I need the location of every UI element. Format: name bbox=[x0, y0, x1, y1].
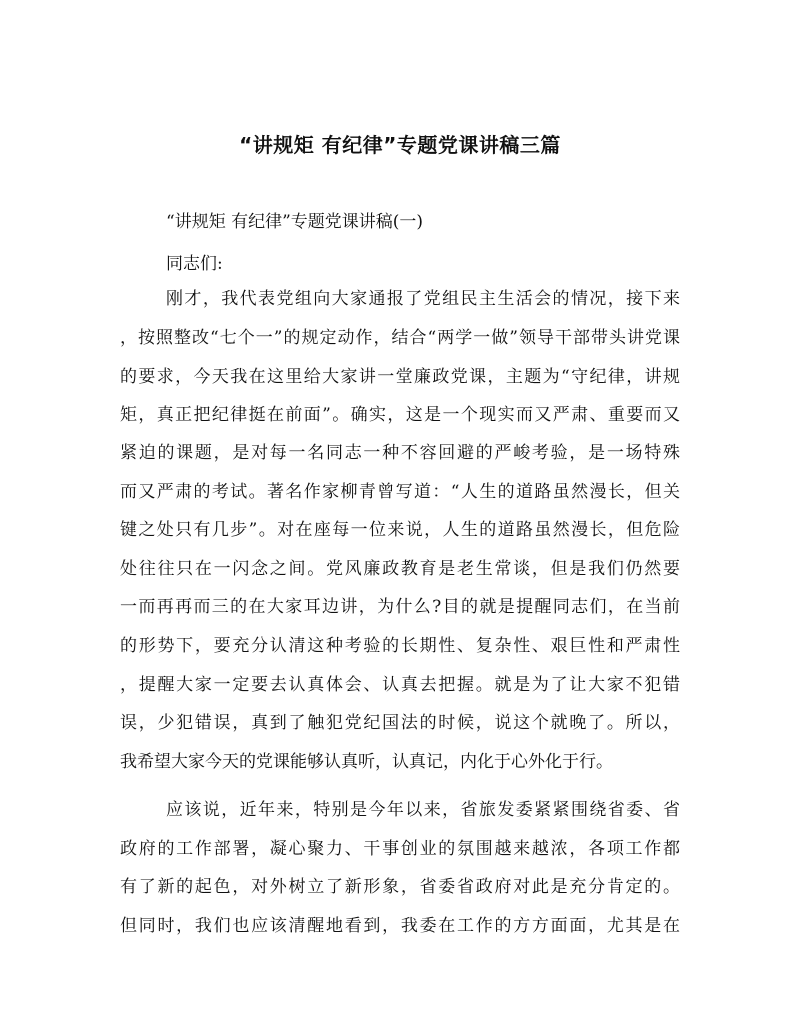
paragraph-2-line: 有了新的起色，对外树立了新形象，省委省政府对此是充分肯定的。 bbox=[120, 877, 680, 897]
paragraph-1-line: 键之处只有几步”。对在座每一位来说，人生的道路虽然漫长，但危险 bbox=[120, 520, 680, 540]
paragraph-1-line: 我希望大家今天的党课能够认真听，认真记，内化于心外化于行。 bbox=[120, 752, 613, 772]
greeting-line: 同志们: bbox=[166, 254, 223, 274]
paragraph-1-line: 的形势下，要充分认清这种考验的长期性、复杂性、艰巨性和严肃性 bbox=[120, 636, 680, 656]
paragraph-1-line: 一而再再而三的在大家耳边讲，为什么?目的就是提醒同志们，在当前 bbox=[120, 597, 680, 617]
paragraph-1-line: 的要求，今天我在这里给大家讲一堂廉政党课，主题为“守纪律，讲规 bbox=[120, 367, 680, 387]
paragraph-1-line: ，按照整改“七个一”的规定动作，结合“两学一做”领导干部带头讲党课 bbox=[120, 328, 680, 348]
paragraph-1-line: 误，少犯错误，真到了触犯党纪国法的时候，说这个就晚了。所以， bbox=[120, 713, 680, 733]
paragraph-2-line: 政府的工作部署，凝心聚力、干事创业的氛围越来越浓，各项工作都 bbox=[120, 839, 680, 859]
section-subtitle: “讲规矩 有纪律”专题党课讲稿(一) bbox=[166, 212, 424, 232]
paragraph-1-line: 处往往只在一闪念之间。党风廉政教育是老生常谈，但是我们仍然要 bbox=[120, 559, 680, 579]
paragraph-1-line: 刚才，我代表党组向大家通报了党组民主生活会的情况，接下来 bbox=[166, 289, 680, 309]
document-title: “讲规矩 有纪律”专题党课讲稿三篇 bbox=[239, 133, 561, 157]
paragraph-1-line: 矩，真正把纪律挺在前面”。确实，这是一个现实而又严肃、重要而又 bbox=[120, 405, 680, 425]
paragraph-1-line: 紧迫的课题，是对每一名同志一种不容回避的严峻考验，是一场特殊 bbox=[120, 443, 680, 463]
paragraph-2-line: 应该说，近年来，特别是今年以来，省旅发委紧紧围绕省委、省 bbox=[166, 800, 680, 820]
paragraph-2-line: 但同时，我们也应该清醒地看到，我委在工作的方方面面，尤其是在 bbox=[120, 916, 680, 936]
paragraph-1-line: 而又严肃的考试。著名作家柳青曾写道：“人生的道路虽然漫长，但关 bbox=[120, 482, 680, 502]
paragraph-1-line: ，提醒大家一定要去认真体会、认真去把握。就是为了让大家不犯错 bbox=[120, 675, 680, 695]
